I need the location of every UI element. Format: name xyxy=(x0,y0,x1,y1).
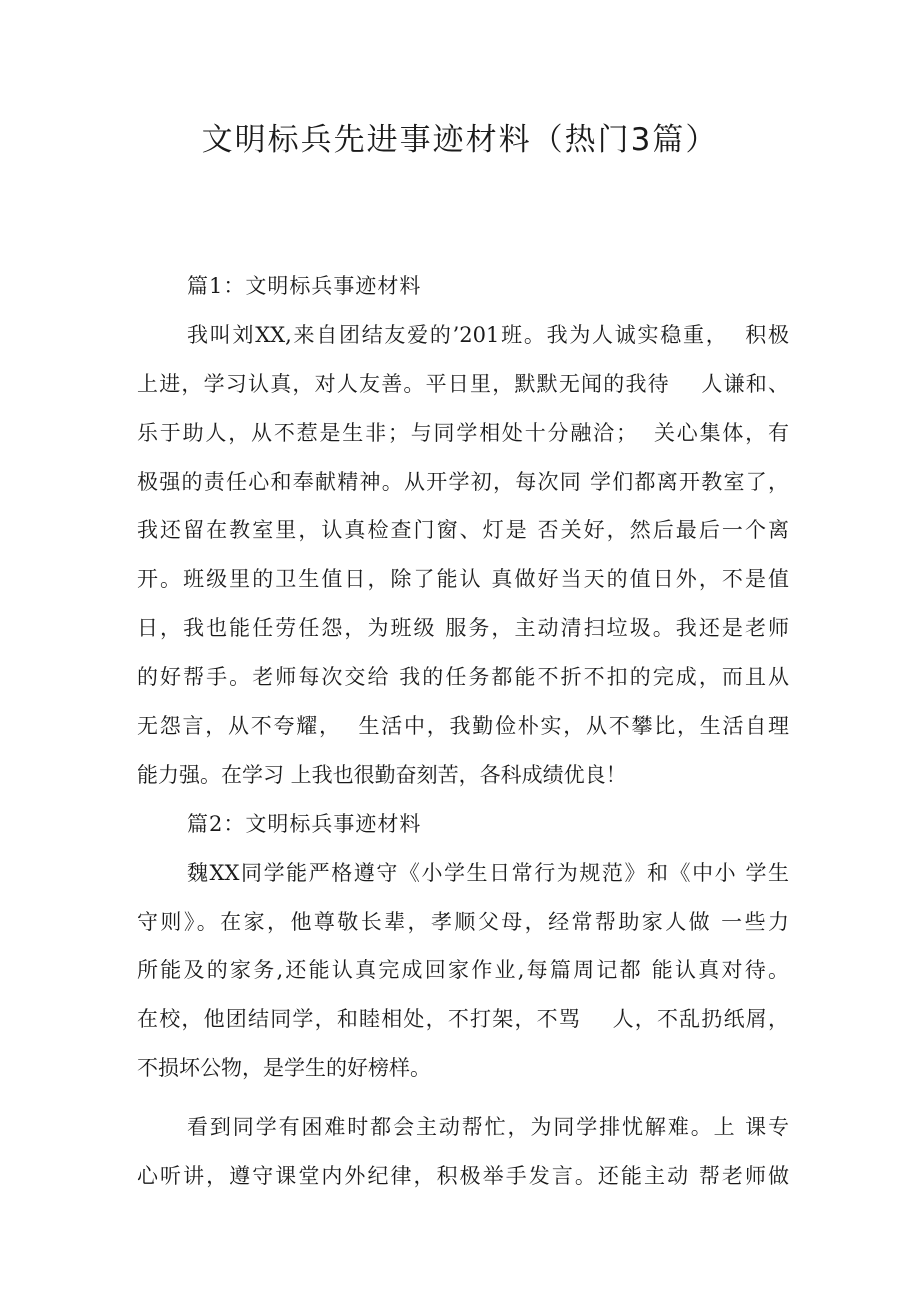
paragraph-line: 我还留在教室里，认真检查门窗、灯是 否关好，然后最后一个离 xyxy=(137,518,789,543)
paragraph-line: 看到同学有困难时都会主动帮忙，为同学排忧解难。上 课专 xyxy=(187,1115,789,1140)
paragraph-line: 魏XX同学能严格遵守《小学生日常行为规范》和《中小 学生 xyxy=(187,860,789,885)
paragraph-line: 我叫刘XX,来自团结友爱的’201班。我为人诚实稳重， 积极 xyxy=(187,322,789,347)
paragraph-line: 乐于助人，从不惹是生非；与同学相处十分融洽； 关心集体，有 xyxy=(137,420,789,445)
paragraph-line: 开。班级里的卫生值日，除了能认 真做好当天的值日外，不是值 xyxy=(137,567,789,592)
section-heading: 篇2：文明标兵事迹材料 xyxy=(187,811,422,836)
paragraph-line: 无怨言，从不夸耀， 生活中，我勤俭朴实，从不攀比，生活自理 xyxy=(137,714,789,739)
paragraph-line: 在校，他团结同学，和睦相处，不打架，不骂 人，不乱扔纸屑， xyxy=(137,1007,789,1032)
paragraph-line: 的好帮手。老师每次交给 我的任务都能不折不扣的完成，而且从 xyxy=(137,665,789,690)
paragraph-line: 不损坏公物，是学生的好榜样。 xyxy=(137,1056,431,1081)
document-body xyxy=(137,262,789,1201)
paragraph-gap xyxy=(137,1093,789,1103)
paragraph-line: 能力强。在学习 上我也很勤奋刻苦，各科成绩优良！ xyxy=(137,762,627,787)
paragraph-line: 日，我也能任劳任怨，为班级 服务，主动清扫垃圾。我还是老师 xyxy=(137,616,789,641)
document-title: 文明标兵先进事迹材料（热门3篇） xyxy=(201,122,719,158)
paragraph-line: 守则》。在家，他尊敬长辈，孝顺父母，经常帮助家人做 一些力 xyxy=(137,909,789,934)
section-heading: 篇1：文明标兵事迹材料 xyxy=(187,274,422,298)
paragraph-line: 上进，学习认真，对人友善。平日里，默默无闻的我待 人谦和、 xyxy=(137,371,789,396)
paragraph-line: 极强的责任心和奉献精神。从开学初，每次同 学们都离开教室了， xyxy=(137,469,789,494)
paragraph-line: 所能及的家务,还能认真完成回家作业,每篇周记都 能认真对待。 xyxy=(137,958,789,983)
paragraph-line: 心听讲，遵守课堂内外纪律，积极举手发言。还能主动 帮老师做 xyxy=(137,1164,789,1189)
